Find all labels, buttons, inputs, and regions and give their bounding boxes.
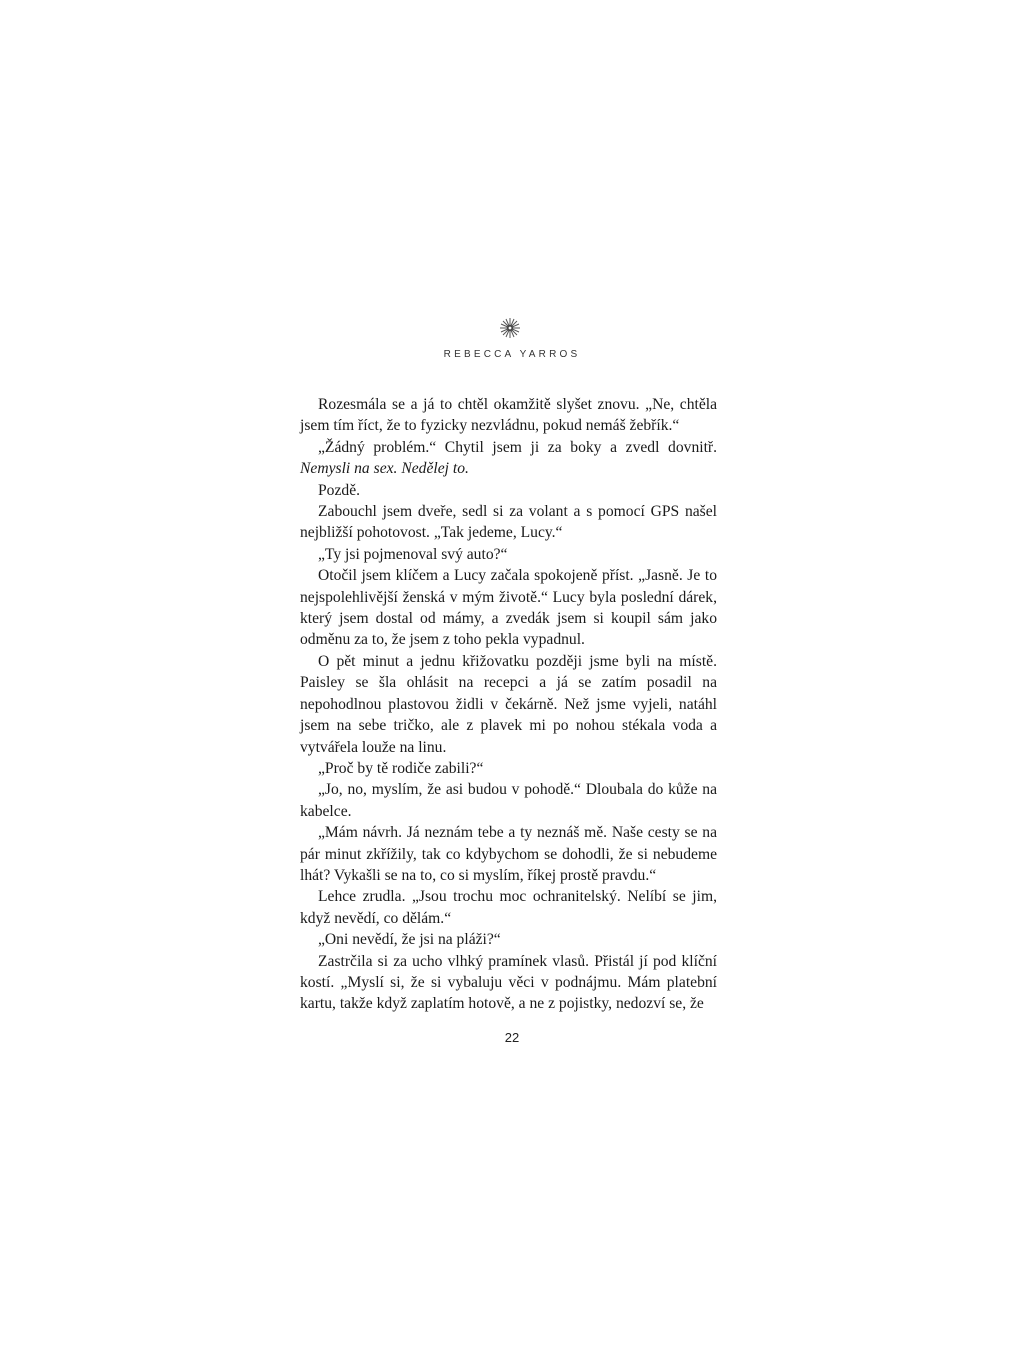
running-head-author: REBECCA YARROS	[443, 349, 581, 360]
paragraph-text: „Proč by tě rodiče zabili?“	[318, 759, 484, 777]
paragraph-text: „Ty jsi pojmenoval svý auto?“	[318, 545, 508, 563]
paragraph-text: „Žádný problém.“ Chytil jsem ji za boky a zvedl dovnitř.	[318, 438, 717, 456]
paragraph	[300, 544, 717, 565]
paragraph	[300, 758, 717, 779]
paragraph	[300, 565, 717, 651]
paragraph-text: O pět minut a jednu křižovatku později jsme byli na místě. Paisley se šla ohlásit na recepci a já se zatím posadil na nepohodlnou plastovou židli v čekárně. Než jsme vyjeli, natáhl jsem na sebe tričko, ale z plavek mi po nohou stékala voda a vytvářela louže na linu.	[300, 652, 717, 756]
paragraph	[300, 651, 717, 758]
paragraph	[300, 779, 717, 822]
flower-ornament-icon	[498, 316, 522, 340]
paragraph-text: „Jo, no, myslím, že asi budou v pohodě.“ Dloubala do kůže na kabelce.	[300, 781, 717, 820]
paragraph-text: „Oni nevědí, že jsi na pláži?“	[318, 931, 501, 949]
body-text	[300, 394, 717, 1015]
page-number: 22	[504, 1030, 520, 1045]
paragraph	[300, 437, 717, 480]
paragraph	[300, 394, 717, 437]
paragraph-text: Otočil jsem klíčem a Lucy začala spokojeně příst. „Jasně. Je to nejspolehlivější ženská v mým životě.“ Lucy byla poslední dárek, který jsem dostal od mámy, a zvedák jsem si koupil sám jako odměnu za to, že jsem z toho pekla vypadnul.	[300, 567, 717, 649]
paragraph	[300, 886, 717, 929]
paragraph	[300, 822, 717, 886]
paragraph-text: Lehce zrudla. „Jsou trochu moc ochranitelský. Nelíbí se jim, když nevědí, co dělám.“	[300, 888, 717, 927]
paragraph-text: Pozdě.	[318, 481, 361, 499]
paragraph	[300, 501, 717, 544]
paragraph-text: Zabouchl jsem dveře, sedl si za volant a s pomocí GPS našel nejbližší pohotovost. „Tak jedeme, Lucy.“	[300, 503, 717, 542]
paragraph	[300, 480, 717, 501]
paragraph-text: Rozesmála se a já to chtěl okamžitě slyšet znovu. „Ne, chtěla jsem tím říct, že to fyzicky nezvládnu, pokud nemáš žebřík.“	[300, 396, 717, 435]
paragraph-text: Zastrčila si za ucho vlhký pramínek vlasů. Přistál jí pod klíční kostí. „Myslí si, že si vybaluju věci v podnájmu. Mám platební kartu, takže když zaplatím hotově, a ne z pojistky, nedozví se, že	[300, 952, 717, 1013]
italic-text: Nemysli na sex. Nedělej to.	[300, 460, 469, 478]
paragraph	[300, 951, 717, 1015]
paragraph-text: „Mám návrh. Já neznám tebe a ty neznáš mě. Naše cesty se na pár minut zkřížily, tak co kdybychom se dohodli, že si nebudeme lhát? Vykašli se na to, co si myslím, říkej prostě pravdu.“	[300, 824, 717, 884]
paragraph	[300, 929, 717, 950]
